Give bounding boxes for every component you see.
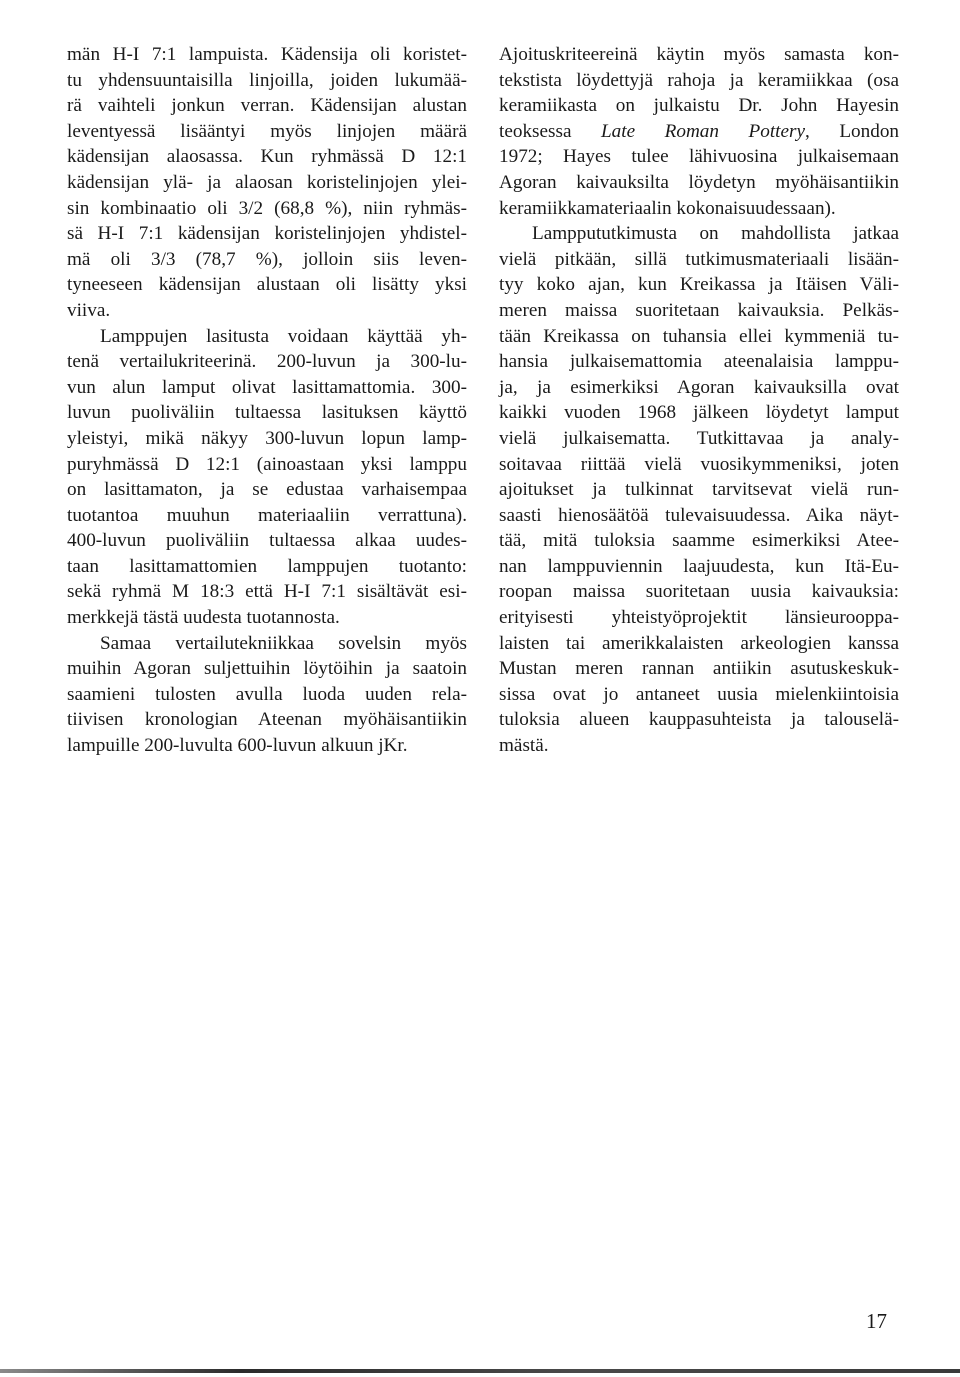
text-line: Samaa vertailutekniikkaa sovelsin myös	[100, 632, 467, 654]
text-line: Mustan meren rannan antiikin asutuskeskuk-	[499, 658, 899, 680]
text-line: erityisesti yhteistyöprojektit länsieurooppa-	[499, 607, 899, 629]
text-line: Ajoituskriteereinä käytin myös samasta kon-	[499, 44, 899, 65]
text-line: sin kombinaatio oli 3/2 (68,8 %), niin ryhmäs-	[67, 197, 467, 219]
text-line: vielä julkaisematta. Tutkittavaa ja analy-	[499, 427, 899, 449]
text-line: tää, mitä tuloksia saamme esimerkiksi Atee-	[499, 530, 899, 552]
text-line: 1972; Hayes tulee lähivuosina julkaisemaan	[499, 146, 899, 168]
text-line: viiva.	[67, 299, 111, 321]
text-line: keramiikkamateriaalin kokonaisuudessaan).	[499, 197, 836, 219]
text-line: vielä pitkään, sillä tutkimusmateriaali lisään-	[499, 248, 899, 270]
text-line: saasti hienosäätöä tulevaisuudessa. Aika näyt-	[499, 504, 899, 526]
right-text-column	[499, 42, 899, 759]
text-line: tiivisen kronologian Ateenan myöhäisantiikin	[67, 709, 467, 731]
text-line: Lamppututkimusta on mahdollista jatkaa	[532, 223, 899, 245]
text-line: lampuille 200-luvulta 600-luvun alkuun jKr.	[67, 735, 408, 757]
text-line: on lasittamaton, ja se edustaa varhaisempaa	[67, 479, 467, 501]
text-line: hansia julkaisemattomia ateenalaisia lamppu-	[499, 351, 899, 373]
text-line: vun alun lamput olivat lasittamattomia. 300-	[67, 376, 467, 398]
book-title: Late Roman Pottery	[601, 120, 805, 142]
text-line: muihin Agoran suljettuihin löytöihin ja saatoin	[67, 658, 467, 680]
text-line: tään Kreikassa on tuhansia ellei kymmeniä tu-	[499, 325, 899, 347]
text-line: merkkejä tästä uudesta tuotannosta.	[67, 607, 340, 629]
text-line: män H-I 7:1 lampuista. Kädensija oli koristet-	[67, 44, 467, 65]
text-line: tuotantoa muuhun materiaaliin verrattuna).	[67, 504, 467, 526]
text-line: taan lasittamattomien lamppujen tuotanto:	[67, 555, 467, 577]
text-line: rä vaihteli jonkun verran. Kädensijan alustan	[67, 95, 467, 117]
text-line: mä oli 3/3 (78,7 %), jolloin siis leven-	[67, 248, 467, 270]
text-line: kaikki vuoden 1968 jälkeen löydetyt lamput	[499, 402, 899, 424]
text-line: keramiikasta on julkaistu Dr. John Hayesin	[499, 95, 899, 117]
text-line: mästä.	[499, 735, 549, 757]
text-line: soitavaa riittää vielä vuosikymmeniksi, joten	[499, 453, 899, 475]
text-line: tyneeseen kädensijan alustaan oli lisätty yksi	[67, 274, 467, 296]
text-line: laisten tai amerikkalaisten arkeologien kanssa	[499, 632, 899, 654]
text-line: ajoitukset ja tulkinnat tarvitsevat vielä run-	[499, 479, 899, 501]
text-line: tenä vertailukriteerinä. 200-luvun ja 300-lu-	[67, 351, 467, 373]
text-line: tu yhdensuuntaisilla linjoilla, joiden lukumää-	[67, 69, 467, 91]
text-line: ja, ja esimerkiksi Agoran kaivauksilla ovat	[499, 376, 899, 398]
text-line: leventyessä lisääntyi myös linjojen määrä	[67, 120, 467, 142]
text-line: sekä ryhmä M 18:3 että H-I 7:1 sisältävät esi-	[67, 581, 467, 603]
text-line: tuloksia alueen kauppasuhteista ja talouselä-	[499, 709, 899, 731]
text-line: saamieni tulosten avulla luoda uuden rela-	[67, 683, 467, 705]
bottom-scan-edge	[0, 1369, 960, 1373]
page-number: 17	[866, 1309, 887, 1333]
left-text-column	[67, 42, 467, 759]
text-line: tekstista löydettyjä rahoja ja keramiikkaa (osa	[499, 69, 899, 91]
text-line: puryhmässä D 12:1 (ainoastaan yksi lamppu	[67, 453, 467, 475]
text-line: kädensijan alaosassa. Kun ryhmässä D 12:1	[67, 146, 467, 168]
text-line: yleistyi, mikä näkyy 300-luvun lopun lamp-	[67, 427, 467, 449]
text-line: sä H-I 7:1 kädensijan koristelinjojen yhdistel-	[67, 223, 467, 245]
text-line: Agoran kaivauksilta löydetyn myöhäisantiikin	[499, 171, 899, 193]
text-line: kädensijan ylä- ja alaosan koristelinjojen ylei-	[67, 171, 467, 193]
text-line: tyy koko ajan, kun Kreikassa ja Itäisen Väli-	[499, 274, 899, 296]
text-line: nan lamppuviennin laajuudesta, kun Itä-Eu-	[499, 555, 899, 577]
text-line: meren maissa suoritetaan kaivauksia. Pelkäs-	[499, 299, 899, 321]
text-line: luvun puoliväliin tultaessa lasituksen käyttö	[67, 402, 467, 424]
text-line: roopan maissa suoritetaan uusia kaivauksia:	[499, 581, 899, 603]
text-line: 400-luvun puoliväliin tultaessa alkaa uudes-	[67, 530, 467, 552]
text-line: sissa ovat jo antaneet uusia mielenkiintoisia	[499, 683, 899, 705]
text-line: teoksessa Late Roman Pottery, London	[499, 120, 900, 142]
text-line: Lamppujen lasitusta voidaan käyttää yh-	[100, 325, 467, 347]
